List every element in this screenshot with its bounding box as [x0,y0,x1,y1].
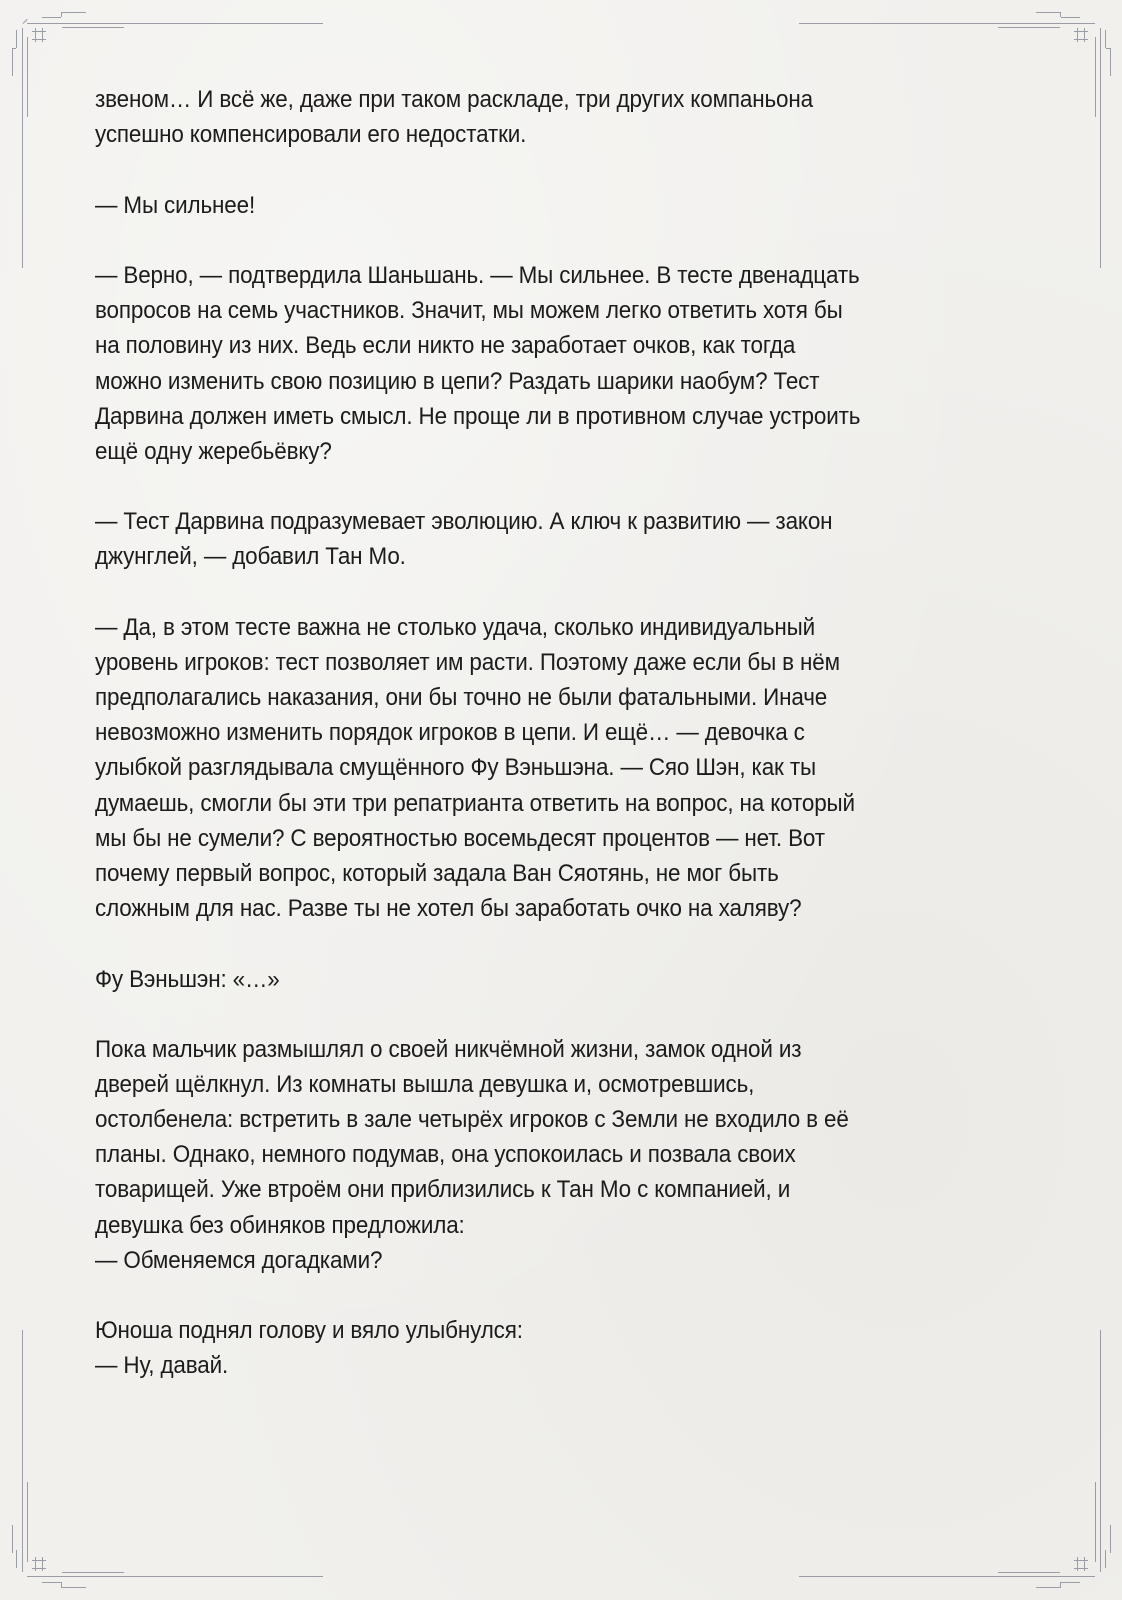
text-line: Фу Вэньшэн: «…» [95,966,280,993]
text-line: — Тест Дарвина подразумевает эволюцию. А ключ к развитию — закон [95,508,833,535]
text-line: успешно компенсировали его недостатки. [95,121,527,148]
text-line: девушка без обиняков предложила: [95,1212,465,1239]
text-line: — Верно, — подтвердила Шаньшань. — Мы сильнее. В тесте двенадцать [95,262,860,289]
text-line: джунглей, — добавил Тан Мо. [95,543,406,570]
text-line: Юноша поднял голову и вяло улыбнулся: [95,1317,523,1344]
text-line: дверей щёлкнул. Из комнаты вышла девушка и, осмотревшись, [95,1071,755,1098]
text-line: — Обменяемся догадками? [95,1247,383,1274]
text-line: планы. Однако, немного подумав, она успокоилась и позвала своих [95,1141,796,1168]
text-line: на половину из них. Ведь если никто не заработает очков, как тогда [95,332,796,359]
text-line: товарищей. Уже втроём они приблизились к Тан Мо с компанией, и [95,1176,791,1203]
text-line: мы бы не сумели? С вероятностью восемьдесят процентов — нет. Вот [95,825,825,852]
text-line: звеном… И всё же, даже при таком раскладе, три других компаньона [95,86,813,113]
text-line: вопросов на семь участников. Значит, мы можем легко ответить хотя бы [95,297,843,324]
text-line: думаешь, смогли бы эти три репатрианта ответить на вопрос, на который [95,790,855,817]
text-line: предполагались наказания, они бы точно не были фатальными. Иначе [95,684,828,711]
text-line: невозможно изменить порядок игроков в цепи. И ещё… — девочка с [95,719,805,746]
text-line: сложным для нас. Разве ты не хотел бы заработать очко на халяву? [95,895,802,922]
text-line: ещё одну жеребьёвку? [95,438,332,465]
text-line: уровень игроков: тест позволяет им расти. Поэтому даже если бы в нём [95,649,840,676]
text-line: — Мы сильнее! [95,192,256,219]
text-line: почему первый вопрос, который задала Ван Сяотянь, не мог быть [95,860,779,887]
text-line: можно изменить свою позицию в цепи? Раздать шарики наобум? Тест [95,368,820,395]
text-line: — Ну, давай. [95,1352,229,1379]
text-line: — Да, в этом тесте важна не столько удача, сколько индивидуальный [95,614,816,641]
text-line: Дарвина должен иметь смысл. Не проще ли в противном случае устроить [95,403,861,430]
text-line: улыбкой разглядывала смущённого Фу Вэньшэна. — Сяо Шэн, как ты [95,754,816,781]
text-line: остолбенела: встретить в зале четырёх игроков с Земли не входило в её [95,1106,849,1133]
text-line: Пока мальчик размышлял о своей никчёмной жизни, замок одной из [95,1036,802,1063]
